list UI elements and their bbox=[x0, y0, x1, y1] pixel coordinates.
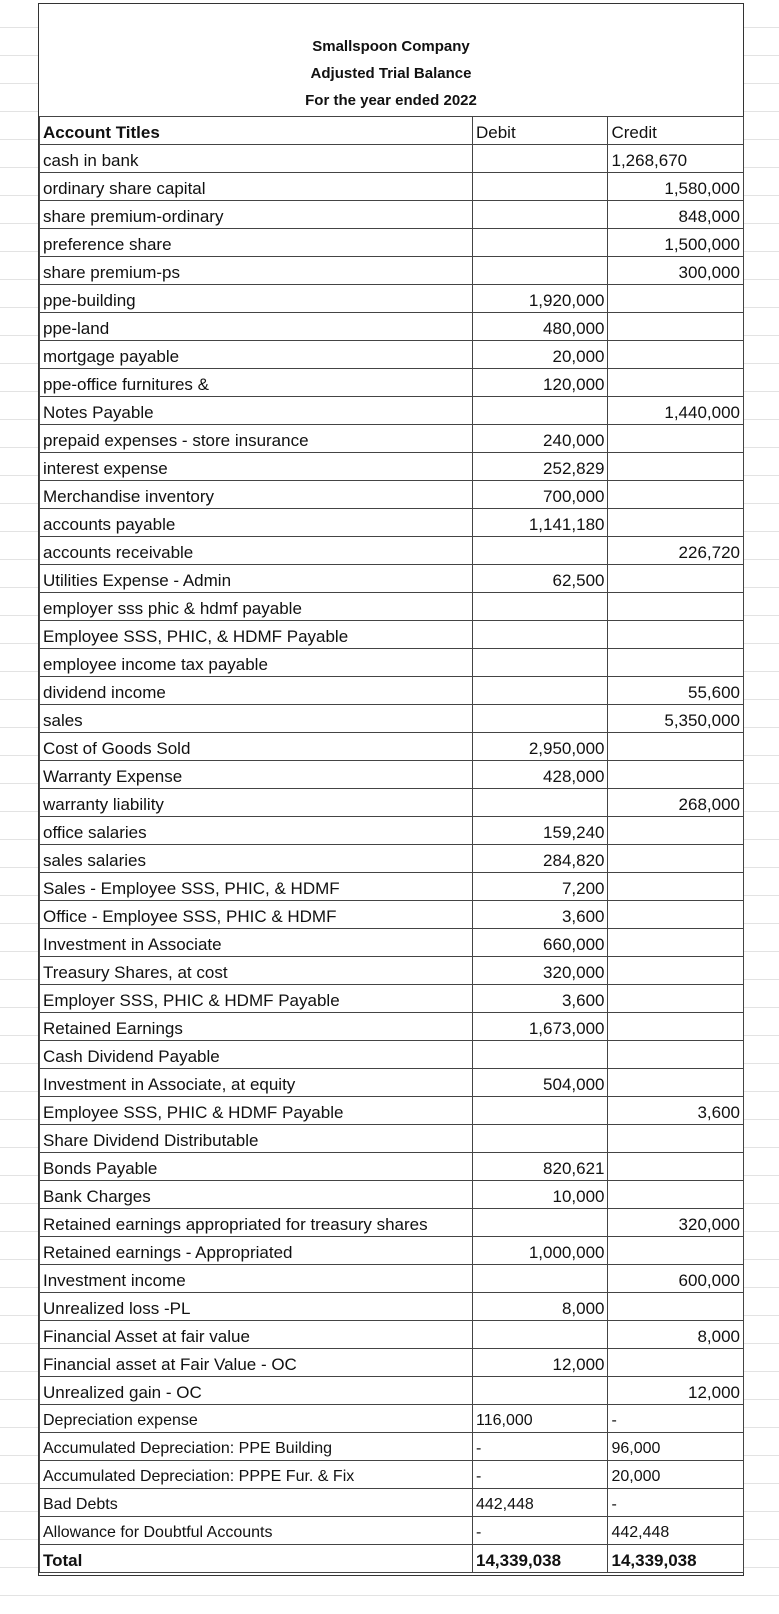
credit-cell: 96,000 bbox=[608, 1433, 744, 1461]
debit-cell: - bbox=[472, 1517, 608, 1545]
credit-cell bbox=[608, 1293, 744, 1321]
table-row bbox=[40, 1517, 744, 1545]
table-row bbox=[40, 1433, 744, 1461]
account-title-cell: share premium-ordinary bbox=[40, 201, 473, 229]
credit-cell: 1,580,000 bbox=[608, 173, 744, 201]
credit-cell: 848,000 bbox=[608, 201, 744, 229]
account-title-cell: interest expense bbox=[40, 453, 473, 481]
account-title-cell: ordinary share capital bbox=[40, 173, 473, 201]
account-title-cell: Unrealized loss -PL bbox=[40, 1293, 473, 1321]
debit-cell: - bbox=[472, 1461, 608, 1489]
table-row bbox=[40, 957, 744, 985]
account-title-cell: Cash Dividend Payable bbox=[40, 1041, 473, 1069]
table-row bbox=[40, 145, 744, 173]
table-row bbox=[40, 1069, 744, 1097]
debit-cell: 240,000 bbox=[472, 425, 608, 453]
account-title-cell: Retained earnings appropriated for treasury shares bbox=[40, 1209, 473, 1237]
credit-cell bbox=[608, 1069, 744, 1097]
table-row bbox=[40, 1237, 744, 1265]
credit-cell bbox=[608, 1349, 744, 1377]
debit-cell: 8,000 bbox=[472, 1293, 608, 1321]
credit-cell bbox=[608, 1153, 744, 1181]
credit-cell bbox=[608, 509, 744, 537]
table-row bbox=[40, 873, 744, 901]
table-row bbox=[40, 929, 744, 957]
table-row bbox=[40, 173, 744, 201]
report-title: Adjusted Trial Balance bbox=[310, 65, 472, 82]
debit-cell bbox=[472, 677, 608, 705]
account-title-cell: dividend income bbox=[40, 677, 473, 705]
debit-cell: 320,000 bbox=[472, 957, 608, 985]
account-title-cell: Allowance for Doubtful Accounts bbox=[40, 1517, 473, 1545]
table-row bbox=[40, 761, 744, 789]
debit-cell: 284,820 bbox=[472, 845, 608, 873]
account-title-cell: prepaid expenses - store insurance bbox=[40, 425, 473, 453]
debit-cell bbox=[472, 1209, 608, 1237]
account-titles-header: Account Titles bbox=[40, 117, 473, 145]
table-row bbox=[40, 1377, 744, 1405]
account-title-cell: Sales - Employee SSS, PHIC, & HDMF bbox=[40, 873, 473, 901]
debit-cell: 159,240 bbox=[472, 817, 608, 845]
trial-balance-sheet bbox=[38, 3, 744, 1576]
table-row bbox=[40, 201, 744, 229]
credit-cell bbox=[608, 1237, 744, 1265]
debit-cell: 252,829 bbox=[472, 453, 608, 481]
total-row bbox=[40, 1545, 744, 1573]
credit-cell: 1,440,000 bbox=[608, 397, 744, 425]
debit-cell: 480,000 bbox=[472, 313, 608, 341]
debit-cell: 428,000 bbox=[472, 761, 608, 789]
account-title-cell: Employer SSS, PHIC & HDMF Payable bbox=[40, 985, 473, 1013]
table-row bbox=[40, 425, 744, 453]
credit-cell bbox=[608, 929, 744, 957]
table-row bbox=[40, 481, 744, 509]
table-row bbox=[40, 677, 744, 705]
debit-cell bbox=[472, 1265, 608, 1293]
debit-cell bbox=[472, 649, 608, 677]
credit-cell bbox=[608, 341, 744, 369]
table-row bbox=[40, 369, 744, 397]
table-row bbox=[40, 1209, 744, 1237]
debit-header: Debit bbox=[472, 117, 608, 145]
account-title-cell: Retained earnings - Appropriated bbox=[40, 1237, 473, 1265]
credit-cell: 20,000 bbox=[608, 1461, 744, 1489]
table-row bbox=[40, 593, 744, 621]
table-row bbox=[40, 1181, 744, 1209]
credit-cell: 8,000 bbox=[608, 1321, 744, 1349]
debit-cell bbox=[472, 1097, 608, 1125]
credit-cell bbox=[608, 621, 744, 649]
table-row bbox=[40, 1125, 744, 1153]
table-row bbox=[40, 1461, 744, 1489]
account-title-cell: sales salaries bbox=[40, 845, 473, 873]
credit-header: Credit bbox=[608, 117, 744, 145]
account-title-cell: Financial Asset at fair value bbox=[40, 1321, 473, 1349]
debit-cell: 12,000 bbox=[472, 1349, 608, 1377]
column-header-row bbox=[40, 117, 744, 145]
credit-cell: 268,000 bbox=[608, 789, 744, 817]
debit-cell bbox=[472, 1321, 608, 1349]
account-title-cell: preference share bbox=[40, 229, 473, 257]
table-row bbox=[40, 397, 744, 425]
debit-cell bbox=[472, 397, 608, 425]
credit-cell bbox=[608, 1181, 744, 1209]
account-title-cell: ppe-building bbox=[40, 285, 473, 313]
account-title-cell: Investment income bbox=[40, 1265, 473, 1293]
credit-cell bbox=[608, 901, 744, 929]
credit-cell: - bbox=[608, 1489, 744, 1517]
debit-cell bbox=[472, 145, 608, 173]
credit-cell bbox=[608, 593, 744, 621]
account-title-cell: cash in bank bbox=[40, 145, 473, 173]
credit-cell: 442,448 bbox=[608, 1517, 744, 1545]
credit-cell: 600,000 bbox=[608, 1265, 744, 1293]
table-row bbox=[40, 789, 744, 817]
debit-cell: 700,000 bbox=[472, 481, 608, 509]
account-title-cell: Merchandise inventory bbox=[40, 481, 473, 509]
debit-cell: 1,920,000 bbox=[472, 285, 608, 313]
account-title-cell: Employee SSS, PHIC, & HDMF Payable bbox=[40, 621, 473, 649]
debit-cell: 3,600 bbox=[472, 985, 608, 1013]
account-title-cell: Unrealized gain - OC bbox=[40, 1377, 473, 1405]
table-row bbox=[40, 649, 744, 677]
debit-cell: 116,000 bbox=[472, 1405, 608, 1433]
credit-cell: 5,350,000 bbox=[608, 705, 744, 733]
report-period: For the year ended 2022 bbox=[305, 92, 477, 109]
debit-cell: 120,000 bbox=[472, 369, 608, 397]
debit-cell bbox=[472, 705, 608, 733]
table-row bbox=[40, 285, 744, 313]
account-title-cell: Treasury Shares, at cost bbox=[40, 957, 473, 985]
debit-cell: 442,448 bbox=[472, 1489, 608, 1517]
table-row bbox=[40, 845, 744, 873]
credit-cell bbox=[608, 453, 744, 481]
account-title-cell: Utilities Expense - Admin bbox=[40, 565, 473, 593]
table-row bbox=[40, 1405, 744, 1433]
debit-cell: 1,673,000 bbox=[472, 1013, 608, 1041]
table-row bbox=[40, 1265, 744, 1293]
account-title-cell: Share Dividend Distributable bbox=[40, 1125, 473, 1153]
account-title-cell: employee income tax payable bbox=[40, 649, 473, 677]
credit-cell: 12,000 bbox=[608, 1377, 744, 1405]
debit-cell bbox=[472, 1377, 608, 1405]
table-row bbox=[40, 565, 744, 593]
credit-cell bbox=[608, 481, 744, 509]
table-row bbox=[40, 1041, 744, 1069]
debit-cell: 1,000,000 bbox=[472, 1237, 608, 1265]
debit-cell: - bbox=[472, 1433, 608, 1461]
debit-cell: 7,200 bbox=[472, 873, 608, 901]
table-row bbox=[40, 621, 744, 649]
table-row bbox=[40, 509, 744, 537]
credit-cell bbox=[608, 369, 744, 397]
account-title-cell: Retained Earnings bbox=[40, 1013, 473, 1041]
company-name: Smallspoon Company bbox=[312, 38, 470, 55]
account-title-cell: Investment in Associate bbox=[40, 929, 473, 957]
total-credit: 14,339,038 bbox=[608, 1545, 744, 1573]
debit-cell: 20,000 bbox=[472, 341, 608, 369]
credit-cell bbox=[608, 1125, 744, 1153]
account-title-cell: Accumulated Depreciation: PPPE Fur. & Fix bbox=[40, 1461, 473, 1489]
credit-cell bbox=[608, 313, 744, 341]
table-row bbox=[40, 229, 744, 257]
credit-cell bbox=[608, 845, 744, 873]
credit-cell: 3,600 bbox=[608, 1097, 744, 1125]
credit-cell: 55,600 bbox=[608, 677, 744, 705]
account-title-cell: Office - Employee SSS, PHIC & HDMF bbox=[40, 901, 473, 929]
credit-cell bbox=[608, 985, 744, 1013]
account-title-cell: accounts payable bbox=[40, 509, 473, 537]
debit-cell bbox=[472, 789, 608, 817]
account-title-cell: ppe-land bbox=[40, 313, 473, 341]
debit-cell bbox=[472, 229, 608, 257]
table-row bbox=[40, 733, 744, 761]
debit-cell bbox=[472, 537, 608, 565]
account-title-cell: Warranty Expense bbox=[40, 761, 473, 789]
credit-cell bbox=[608, 1013, 744, 1041]
debit-cell bbox=[472, 621, 608, 649]
credit-cell bbox=[608, 565, 744, 593]
table-row bbox=[40, 1489, 744, 1517]
debit-cell bbox=[472, 1041, 608, 1069]
debit-cell bbox=[472, 257, 608, 285]
table-row bbox=[40, 313, 744, 341]
table-row bbox=[40, 257, 744, 285]
table-row bbox=[40, 705, 744, 733]
credit-cell bbox=[608, 817, 744, 845]
debit-cell bbox=[472, 201, 608, 229]
debit-cell: 3,600 bbox=[472, 901, 608, 929]
debit-cell: 820,621 bbox=[472, 1153, 608, 1181]
table-row bbox=[40, 817, 744, 845]
table-row bbox=[40, 1013, 744, 1041]
table-row bbox=[40, 901, 744, 929]
credit-cell bbox=[608, 873, 744, 901]
credit-cell bbox=[608, 285, 744, 313]
account-title-cell: employer sss phic & hdmf payable bbox=[40, 593, 473, 621]
credit-cell: - bbox=[608, 1405, 744, 1433]
account-title-cell: Bad Debts bbox=[40, 1489, 473, 1517]
credit-cell: 300,000 bbox=[608, 257, 744, 285]
account-title-cell: mortgage payable bbox=[40, 341, 473, 369]
trial-balance-table bbox=[39, 116, 744, 1573]
table-row bbox=[40, 341, 744, 369]
account-title-cell: Depreciation expense bbox=[40, 1405, 473, 1433]
credit-cell: 1,268,670 bbox=[608, 145, 744, 173]
table-row bbox=[40, 537, 744, 565]
debit-cell bbox=[472, 1125, 608, 1153]
account-title-cell: office salaries bbox=[40, 817, 473, 845]
debit-cell bbox=[472, 593, 608, 621]
debit-cell: 62,500 bbox=[472, 565, 608, 593]
credit-cell bbox=[608, 733, 744, 761]
credit-cell bbox=[608, 649, 744, 677]
account-title-cell: sales bbox=[40, 705, 473, 733]
credit-cell bbox=[608, 957, 744, 985]
table-row bbox=[40, 1153, 744, 1181]
total-label: Total bbox=[40, 1545, 473, 1573]
account-title-cell: accounts receivable bbox=[40, 537, 473, 565]
table-row bbox=[40, 1097, 744, 1125]
account-title-cell: Bank Charges bbox=[40, 1181, 473, 1209]
account-title-cell: Financial asset at Fair Value - OC bbox=[40, 1349, 473, 1377]
account-title-cell: Bonds Payable bbox=[40, 1153, 473, 1181]
table-row bbox=[40, 1349, 744, 1377]
debit-cell: 660,000 bbox=[472, 929, 608, 957]
debit-cell: 2,950,000 bbox=[472, 733, 608, 761]
account-title-cell: Employee SSS, PHIC & HDMF Payable bbox=[40, 1097, 473, 1125]
account-title-cell: Accumulated Depreciation: PPE Building bbox=[40, 1433, 473, 1461]
debit-cell bbox=[472, 173, 608, 201]
account-title-cell: Investment in Associate, at equity bbox=[40, 1069, 473, 1097]
credit-cell bbox=[608, 761, 744, 789]
account-title-cell: share premium-ps bbox=[40, 257, 473, 285]
debit-cell: 504,000 bbox=[472, 1069, 608, 1097]
table-row bbox=[40, 1321, 744, 1349]
credit-cell bbox=[608, 425, 744, 453]
table-row bbox=[40, 985, 744, 1013]
account-title-cell: Notes Payable bbox=[40, 397, 473, 425]
account-title-cell: warranty liability bbox=[40, 789, 473, 817]
account-title-cell: ppe-office furnitures & bbox=[40, 369, 473, 397]
account-title-cell: Cost of Goods Sold bbox=[40, 733, 473, 761]
credit-cell: 226,720 bbox=[608, 537, 744, 565]
credit-cell: 320,000 bbox=[608, 1209, 744, 1237]
credit-cell bbox=[608, 1041, 744, 1069]
total-debit: 14,339,038 bbox=[472, 1545, 608, 1573]
debit-cell: 1,141,180 bbox=[472, 509, 608, 537]
table-row bbox=[40, 1293, 744, 1321]
table-row bbox=[40, 453, 744, 481]
debit-cell: 10,000 bbox=[472, 1181, 608, 1209]
credit-cell: 1,500,000 bbox=[608, 229, 744, 257]
